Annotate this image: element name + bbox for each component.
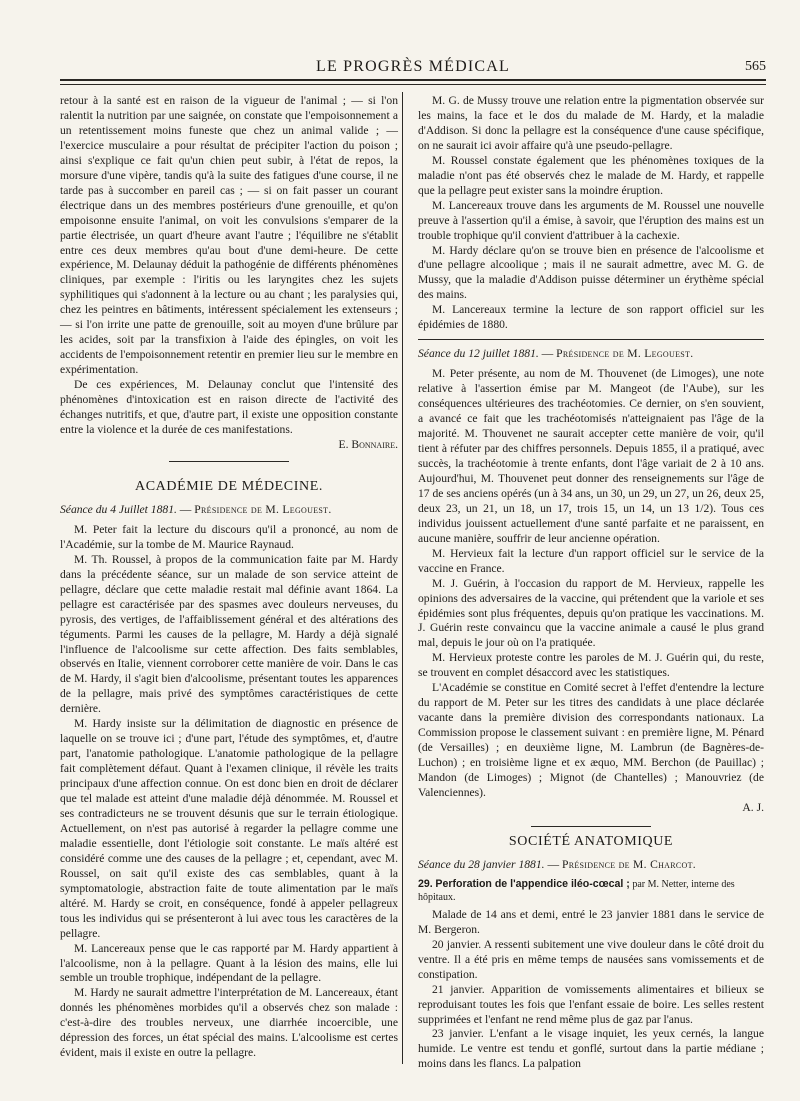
paragraph: M. Hervieux fait la lecture d'un rapport officiel sur le service de la vaccine en France. [418, 546, 764, 575]
seance-date: 12 juillet 1881. [468, 347, 539, 361]
seance-line [418, 339, 764, 361]
seance-line [418, 857, 764, 872]
left-column [60, 94, 398, 1061]
column-divider [402, 92, 403, 1064]
case-title: Perforation de l'appendice iléo-cœcal ; [435, 877, 630, 890]
paragraph: 23 janvier. L'enfant a le visage inquiet, les yeux cernés, la langue humide. Le ventre est tendu et gonflé, surtout dans la partie médiane ; moins dans les flancs. La palpation [418, 1027, 764, 1071]
paragraph: M. J. Guérin, à l'occasion du rapport de M. Hervieux, rappelle les opinions des adversaires de la vaccine, qui prétendent que la variole et ses épidémies sont plus fréquentes, depuis qu'on pratique les vaccinations. M. J. Guérin reste convaincu que la vaccine animale a causé le plus grand mal, depuis le jour où on l'a pratiquée. [418, 576, 764, 650]
paragraph: M. Lancereaux pense que le cas rapporté par M. Hardy appartient à l'alcoolisme, non à la pellagre. Quant à la lésion des mains, elle lui semble un trouble trophique, indépendant de la pellagre. [60, 941, 398, 985]
seance-presidence: Présidence de M. Legouest. [556, 347, 694, 361]
section-separator [531, 826, 651, 827]
paragraph: M. G. de Mussy trouve une relation entre la pigmentation observée sur les mains, la face et le dos du malade de M. Hardy, et la maladie d'Addison. Si donc la pellagre est la conséquence d'une cause spécifique, on ne saurait ici avoir affaire qu'à une pseudo-pellagre. [418, 94, 764, 152]
seance-prefix: Séance du [60, 502, 111, 516]
case-author: par M. Netter, interne des hôpitaux. [418, 878, 735, 903]
paragraph: M. Peter présente, au nom de M. Thouvenet (de Limoges), une note relative à l'assertion émise par M. Mangeot (de l'Aube), sur les conséquences ultérieures des trachéotomies. Ce dernier, on s'en souvient, a avancé ce fait que les trachéotomisés n'atteignaient pas l'âge de la majorité. M. Thouvenet ne saurait accepter cette manière de voir, qu'il tient à réfuter par des chiffres personnels. Depuis 1855, il a pratiqué, avec succès, la trachéotomie à trente enfants, dont l'âge variait de 2 à 10 ans. Aujourd'hui, M. Thouvenet peut donner des renseignements sur l'âge de 17 de ses anciens opérés (un à 34 ans, un 30, un 29, un 27, un 26, deux 25, deux 23, un 21, un 18, un 17, trois 15, un 14, un 13 1/2). Tous ces individus jouissent actuellement d'une santé parfaite et ne paraissent, en aucune manière, souffrir de leur ancienne opération. [418, 367, 764, 545]
paragraph: M. Hardy insiste sur la délimitation de diagnostic en présence de laquelle on se trouve ici ; d'une part, l'étude des symptômes, et, d'autre part, l'anatomie pathologique. L'anatomie pathologique de la pellagre fait complètement défaut. Quant à l'examen clinique, il révèle les traits principaux d'une affection connue. On est donc bien en droit de déclarer que tel malade est atteint d'une maladie déjà dénommée. M. Roussel et ses contradicteurs ne se trouvent désunis que sur le terrain étiologique. Actuellement, on n'est pas autorisé à regarder la pellagre comme une maladie essentielle, dont l'étiologie soit constante. Le maïs altéré est considéré comme une des causes de la pellagre ; et, cependant, avec M. Roussel, on sait qu'il existe des cas semblables, quant à la symptomatologie, abstraction faite de toute alimentation par le maïs altéré. M. Hardy se croit, en conséquence, fondé à appeler pellagreux tous les individus qui se présenteront à lui avec tous les caractères de la pellagre. [60, 717, 398, 940]
page-header [60, 57, 766, 79]
author-signature [60, 438, 398, 453]
seance-presidence: Présidence de M. Legouest. [194, 502, 332, 516]
case-number: 29. [418, 877, 433, 890]
header-rule-thick [60, 79, 766, 81]
journal-title: LE PROGRÈS MÉDICAL [315, 58, 511, 75]
seance-date: 28 janvier 1881. [468, 857, 545, 871]
seance-dash: — [176, 502, 195, 516]
seance-prefix: Séance du [418, 857, 469, 871]
right-column [418, 94, 764, 1072]
seance-dash: — [538, 347, 557, 361]
seance-date: 4 Juillet 1881. [110, 502, 177, 516]
section-title-societe: SOCIÉTÉ ANATOMIQUE [508, 833, 674, 849]
page-number: 565 [745, 59, 766, 74]
case-heading [418, 878, 764, 904]
paragraph: M. Hardy déclare qu'on se trouve bien en présence de l'alcoolisme et d'une pellagre alcoolique ; mais il ne saurait admettre, avec M. G. de Mussy, que la maladie d'Addison puisse déterminer un érythème spécial des mains. [418, 243, 764, 302]
paragraph: M. Hardy ne saurait admettre l'interprétation de M. Lancereaux, étant donnés les phénomènes morbides qu'il a observés chez son malade : c'est-à-dire des troubles nerveux, une diarrhée incoercible, une dépression des forces, un état spécial des mains. L'alcoolisme est certes évident, mais il existe en outre la pellagre. [60, 986, 398, 1060]
seance-line [60, 502, 398, 517]
seance-dash: — [544, 857, 562, 871]
paragraph: M. Lancereaux trouve dans les arguments de M. Roussel une nouvelle preuve à l'assertion qu'il a émise, à savoir, que l'éruption des mains est un trouble trophique qu'il convient d'attribuer à la cachexie. [418, 198, 764, 242]
paragraph: M. Th. Roussel, à propos de la communication faite par M. Hardy dans la précédente séance, sur un malade de son service atteint de pellagre, déclare que cette maladie restait mal définie avant 1864. La pellagre est caractérisée par des spasmes avec douleurs nerveuses, du pyrosis, des vertiges, de l'affaiblissement général et des altérations des téguments. Parmi les causes de la pellagre, M. Hardy a déjà signalé l'influence de l'alcoolisme sur cette affection. Des faits semblables, observés en Italie, viennent corroborer cette manière de voir. Dans le cas de M. Hardy, il s'agit bien d'alcoolisme, présentant toutes les apparences de la pellagre, mais privé des symptômes caractéristiques de cette dernière. [60, 552, 398, 716]
seance-prefix: Séance du [418, 347, 469, 361]
signature-text: A. J. [742, 800, 764, 814]
section-title-academie: ACADÉMIE DE MÉDECINE. [135, 478, 323, 494]
seance-presidence: Présidence de M. Charcot. [561, 857, 696, 871]
paragraph: L'Académie se constitue en Comité secret à l'effet d'entendre la lecture du rapport de M. Peter sur les titres des candidats à une place déclarée vacante dans la première division des correspondants nationaux. La Commission propose le classement suivant : en première ligne, M. Pénard (de Versailles) ; en deuxième ligne, M. Lambrun (de Bagnères-de-Luchon) ; en troisième ligne et ex æquo, MM. Berchon (de Pauillac) ; Mandon (de Limoges) ; Mignot (de Chantelles) ; Manouvriez (de Valenciennes). [418, 681, 764, 799]
author-signature [418, 801, 764, 816]
paragraph: De ces expériences, M. Delaunay conclut que l'intensité des phénomènes d'intoxication est en raison directe de l'activité des échanges nutritifs, et que, d'autre part, il existe une opposition constante entre la violence et la durée de ces manifestations. [60, 378, 398, 436]
paragraph: 20 janvier. A ressenti subitement une vive douleur dans le côté droit du ventre. Il a été pris en même temps de nausées sans vomissements et de constipation. [418, 937, 764, 981]
signature-text: E. Bonnaire. [338, 437, 398, 451]
paragraph: M. Hervieux proteste contre les paroles de M. J. Guérin qui, du reste, se trouvent en complet désaccord avec les statistiques. [418, 651, 764, 680]
paragraph: retour à la santé est en raison de la vigueur de l'animal ; — si l'on ralentit la nutrition par une saignée, on constate que l'empoisonnement a un retentissement moins funeste que chez un animal valide ; — l'exercice musculaire a pour résultat de précipiter l'action du poison ; ainsi s'explique ce fait qu'un chien peut subir, à l'état de repos, la morsure d'une vipère, tandis qu'à la suite des fatigues d'une course, il ne tarde pas à succomber en pareil cas ; — si on fait passer un courant électrique dans un des membres postérieurs d'une grenouille, et qu'on empoisonne ensuite l'animal, on voit les convulsions s'emparer de la partie électrisée, un quart d'heure avant l'autre ; l'équilibre ne s'établit entre ces deux membres qu'au bout d'une demi-heure. De cette expérience, M. Delaunay déduit la pathogénie de différents phénomènes cliniques, par exemple : l'iritis ou les laryngites chez les sujets syphilitiques qui s'adonnent à la lecture ou au chant ; les paralysies qui, chez les peintres en bâtiments, intéressent spécialement les extenseurs ; — si l'on irrite une patte de grenouille, soit au moyen d'une brûlure par les acides, soit par la transfixion à l'aide des épingles, on voit les accidents de l'empoisonnement retentir en premier lieu sur le membre en expérimentation. [60, 94, 398, 377]
paragraph: M. Peter fait la lecture du discours qu'il a prononcé, au nom de l'Académie, sur la tombe de M. Maurice Raynaud. [60, 522, 398, 551]
paragraph: M. Roussel constate également que les phénomènes toxiques de la maladie n'ont pas été observés chez le malade de M. Hardy, et rappelle que la pellagre peut exister sans la moindre éruption. [418, 153, 764, 197]
paragraph: 21 janvier. Apparition de vomissements alimentaires et bilieux se reproduisant toutes les fois que l'enfant essaie de boire. Les selles restent supprimées et l'enfant ne rend même plus de gaz par l'anus. [418, 982, 764, 1026]
section-separator [169, 461, 289, 462]
paragraph: Malade de 14 ans et demi, entré le 23 janvier 1881 dans le service de M. Bergeron. [418, 907, 764, 936]
header-rule-thin [60, 84, 766, 85]
paragraph: M. Lancereaux termine la lecture de son rapport officiel sur les épidémies de 1880. [418, 303, 764, 332]
